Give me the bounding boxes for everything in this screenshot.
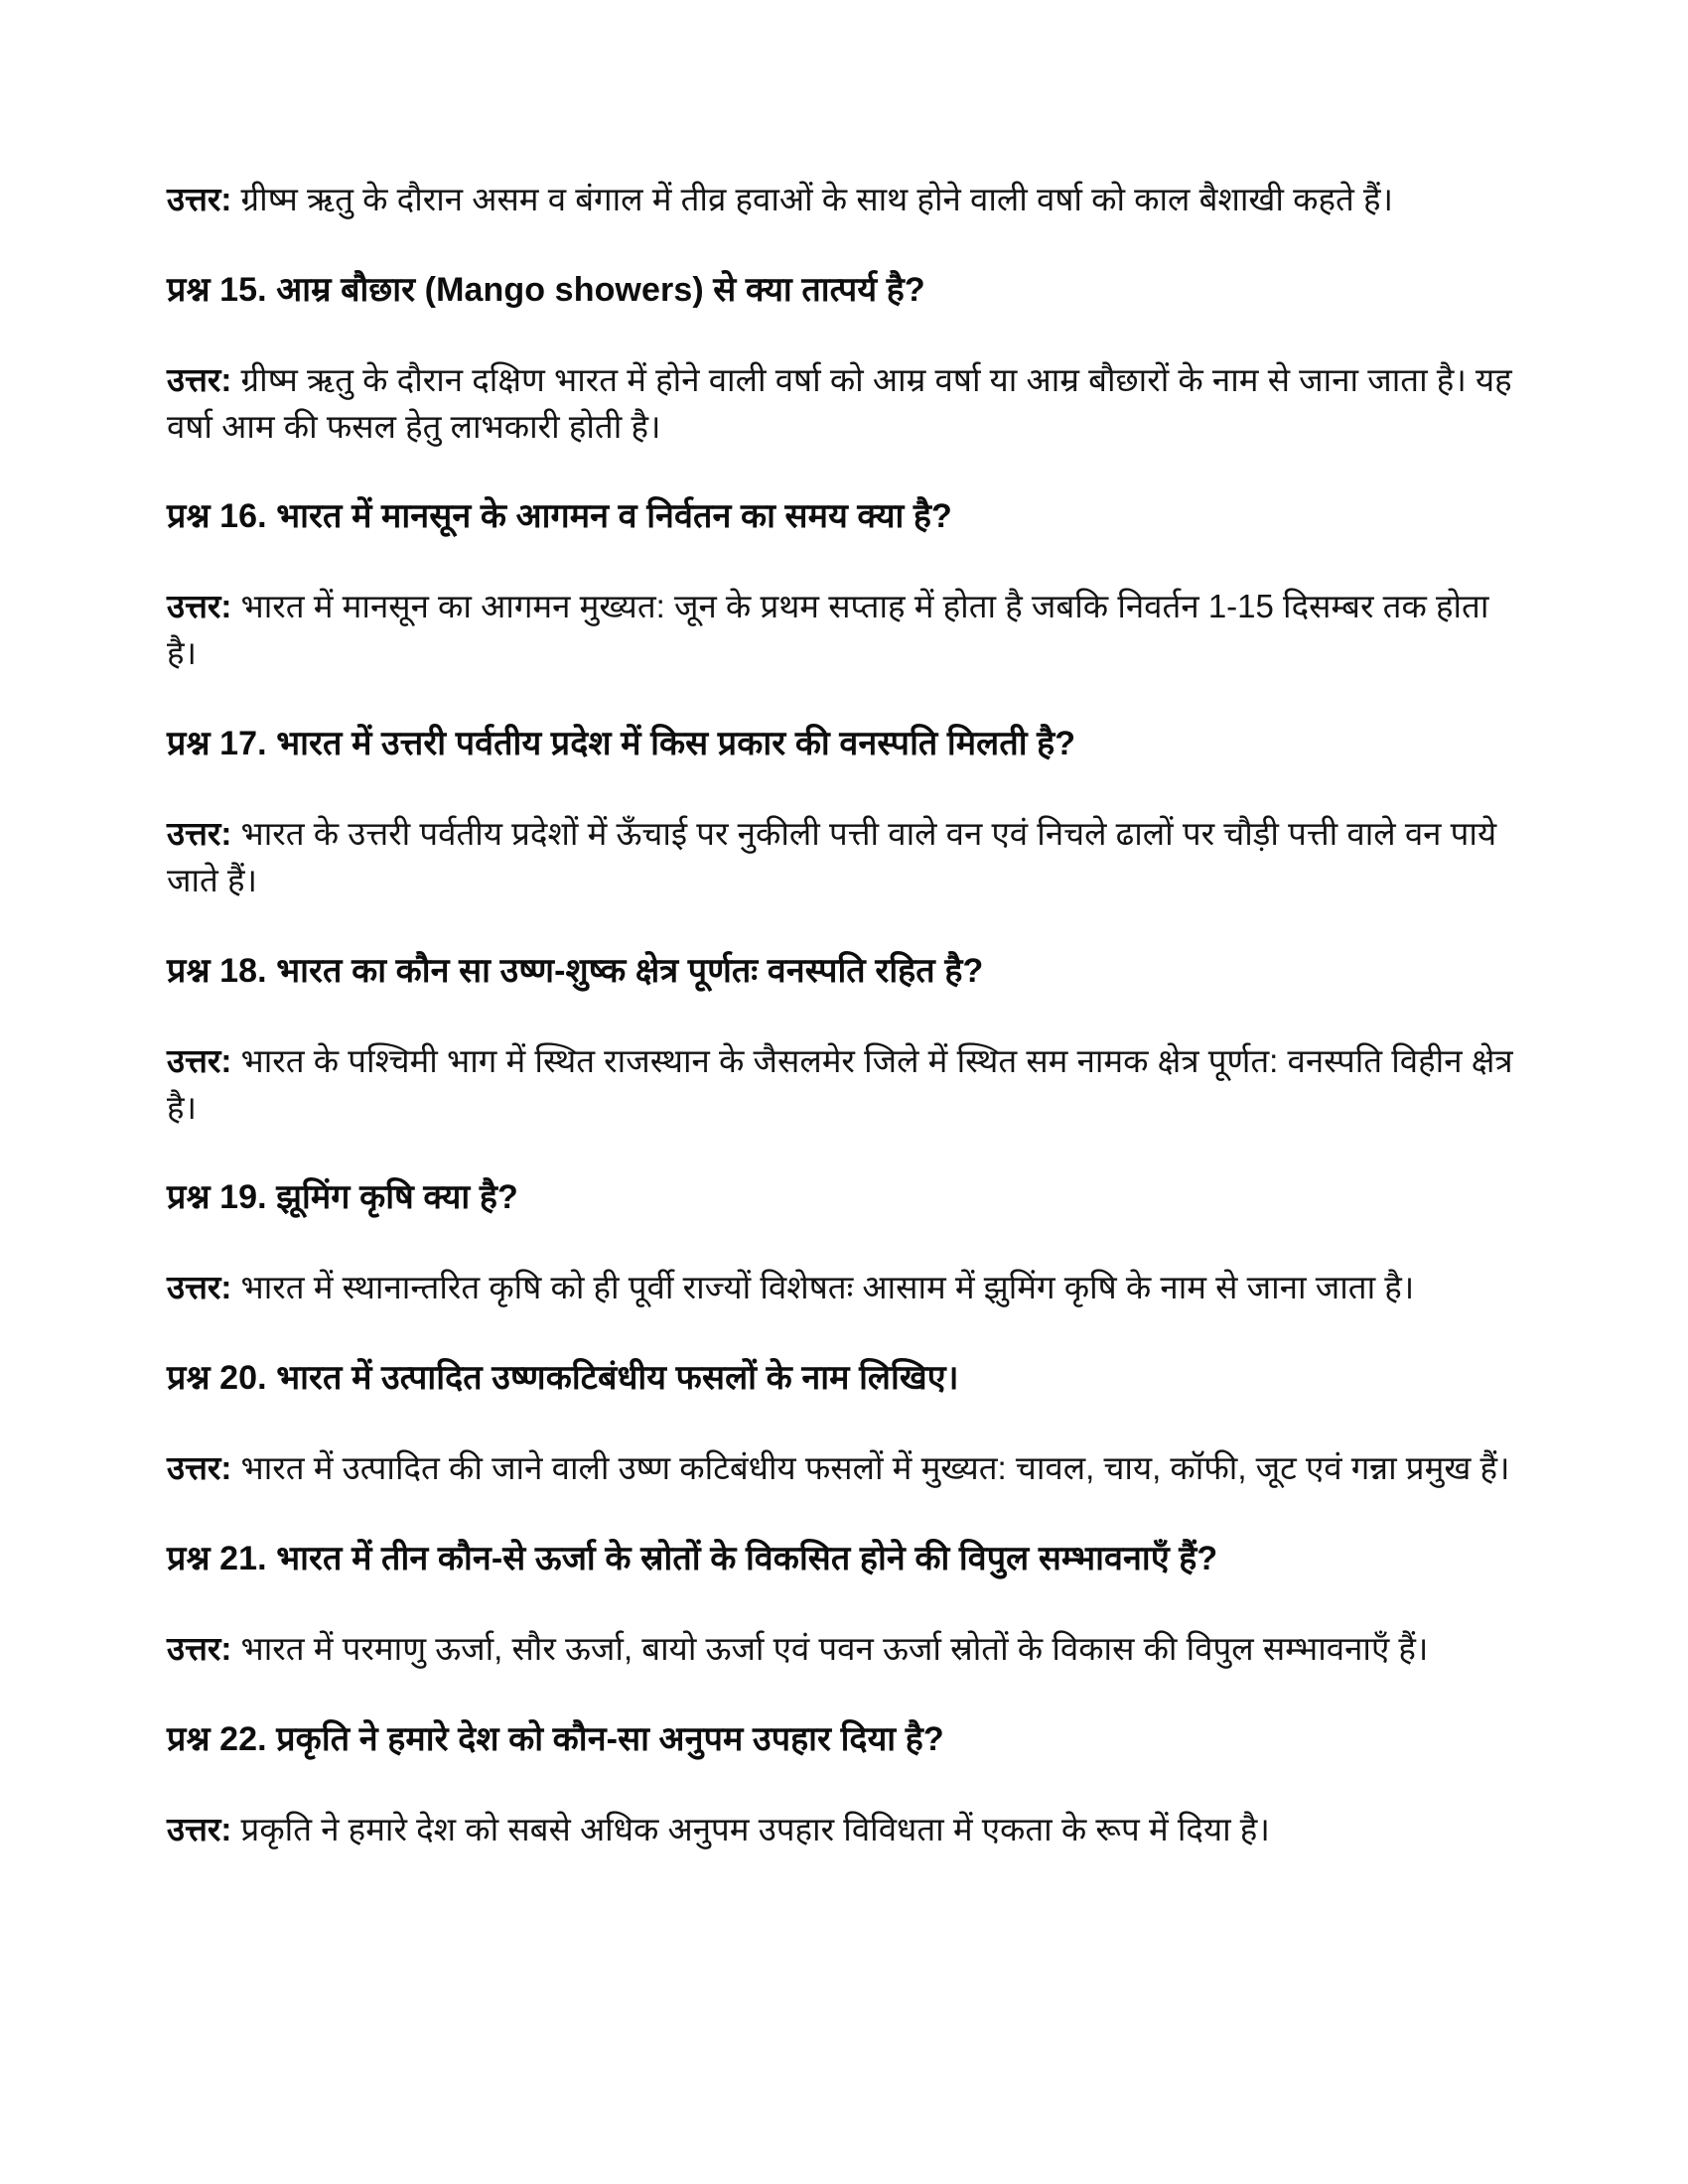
question-heading: प्रश्न 16. भारत में मानसून के आगमन व निर्वतन का समय क्या है? — [167, 497, 952, 536]
answer-text: भारत में मानसून का आगमन मुख्यत: जून के प्रथम सप्ताह में होता है जबकि निवर्तन 1-15 दिसम्बर तक होता है। — [167, 588, 1489, 672]
question-heading: प्रश्न 21. भारत में तीन कौन-से ऊर्जा के स्रोतों के विकसित होने की विपुल सम्भावनाएँ हैं? — [167, 1539, 1218, 1577]
answer-label: उत्तर: — [167, 1041, 232, 1079]
qa-block-22 — [167, 1716, 1521, 1853]
qa-block-15 — [167, 267, 1521, 451]
answer-text: भारत में स्थानान्तरित कृषि को ही पूर्वी राज्यों विशेषतः आसाम में झुमिंग कृषि के नाम से जाना जाता है। — [240, 1269, 1415, 1306]
answer-text: भारत के उत्तरी पर्वतीय प्रदेशों में ऊँचाई पर नुकीली पत्ती वाले वन एवं निचले ढालों पर चौड़ी पत्ती वाले वन पाये जाते हैं। — [167, 815, 1497, 898]
answer-paragraph — [167, 1807, 1521, 1853]
qa-block-20 — [167, 1355, 1521, 1492]
intro-answer-paragraph — [167, 177, 1521, 223]
qa-block-16 — [167, 493, 1521, 677]
question-heading: प्रश्न 22. प्रकृति ने हमारे देश को कौन-सा अनुपम उपहार दिया है? — [167, 1719, 944, 1758]
answer-paragraph — [167, 1038, 1521, 1132]
answer-label: उत्तर: — [167, 1810, 232, 1847]
question-heading: प्रश्न 20. भारत में उत्पादित उष्णकटिबंधीय फसलों के नाम लिखिए। — [167, 1359, 959, 1398]
qa-block-21 — [167, 1536, 1521, 1673]
answer-text: भारत में परमाणु ऊर्जा, सौर ऊर्जा, बायो ऊर्जा एवं पवन ऊर्जा स्रोतों के विकास की विपुल सम्भावनाएँ हैं। — [240, 1629, 1429, 1667]
answer-paragraph — [167, 1265, 1521, 1311]
answer-label: उत्तर: — [167, 181, 232, 217]
answer-label: उत्तर: — [167, 1269, 232, 1306]
answer-label: उत्तर: — [167, 1449, 232, 1487]
question-heading: प्रश्न 19. झूमिंग कृषि क्या है? — [167, 1178, 518, 1217]
question-heading: प्रश्न 18. भारत का कौन सा उष्ण-शुष्क क्षेत्र पूर्णतः वनस्पति रहित है? — [167, 951, 984, 990]
answer-text: भारत के पश्चिमी भाग में स्थित राजस्थान के जैसलमेर जिले में स्थित सम नामक क्षेत्र पूर्णत: वनस्पति विहीन क्षेत्र है। — [167, 1041, 1513, 1126]
answer-label: उत्तर: — [167, 360, 232, 398]
answer-label: उत्तर: — [167, 588, 232, 625]
question-heading: प्रश्न 15. आम्र बौछार (Mango showers) से क्या तात्पर्य है? — [167, 270, 925, 309]
answer-label: उत्तर: — [167, 1629, 232, 1667]
answer-text: भारत में उत्पादित की जाने वाली उष्ण कटिबंधीय फसलों में मुख्यत: चावल, चाय, कॉफी, जूट एवं गन्ना प्रमुख हैं। — [240, 1449, 1510, 1487]
answer-text: प्रकृति ने हमारे देश को सबसे अधिक अनुपम उपहार विविधता में एकता के रूप में दिया है। — [240, 1810, 1270, 1847]
qa-block-19 — [167, 1174, 1521, 1311]
answer-text: ग्रीष्म ऋतु के दौरान दक्षिण भारत में होने वाली वर्षा को आम्र वर्षा या आम्र बौछारों के नाम से जाना जाता है। यह वर्षा आम की फसल हेतु लाभकारी होती है। — [167, 360, 1512, 445]
qa-block-18 — [167, 948, 1521, 1132]
answer-paragraph — [167, 811, 1521, 904]
answer-text: ग्रीष्म ऋतु के दौरान असम व बंगाल में तीव्र हवाओं के साथ होने वाली वर्षा को काल बैशाखी कहते हैं। — [240, 181, 1394, 217]
answer-paragraph — [167, 1445, 1521, 1492]
answer-paragraph — [167, 357, 1521, 451]
question-heading: प्रश्न 17. भारत में उत्तरी पर्वतीय प्रदेश में किस प्रकार की वनस्पति मिलती है? — [167, 725, 1076, 763]
answer-label: उत्तर: — [167, 815, 232, 853]
qa-block-17 — [167, 721, 1521, 904]
answer-paragraph — [167, 584, 1521, 677]
answer-paragraph — [167, 1626, 1521, 1673]
